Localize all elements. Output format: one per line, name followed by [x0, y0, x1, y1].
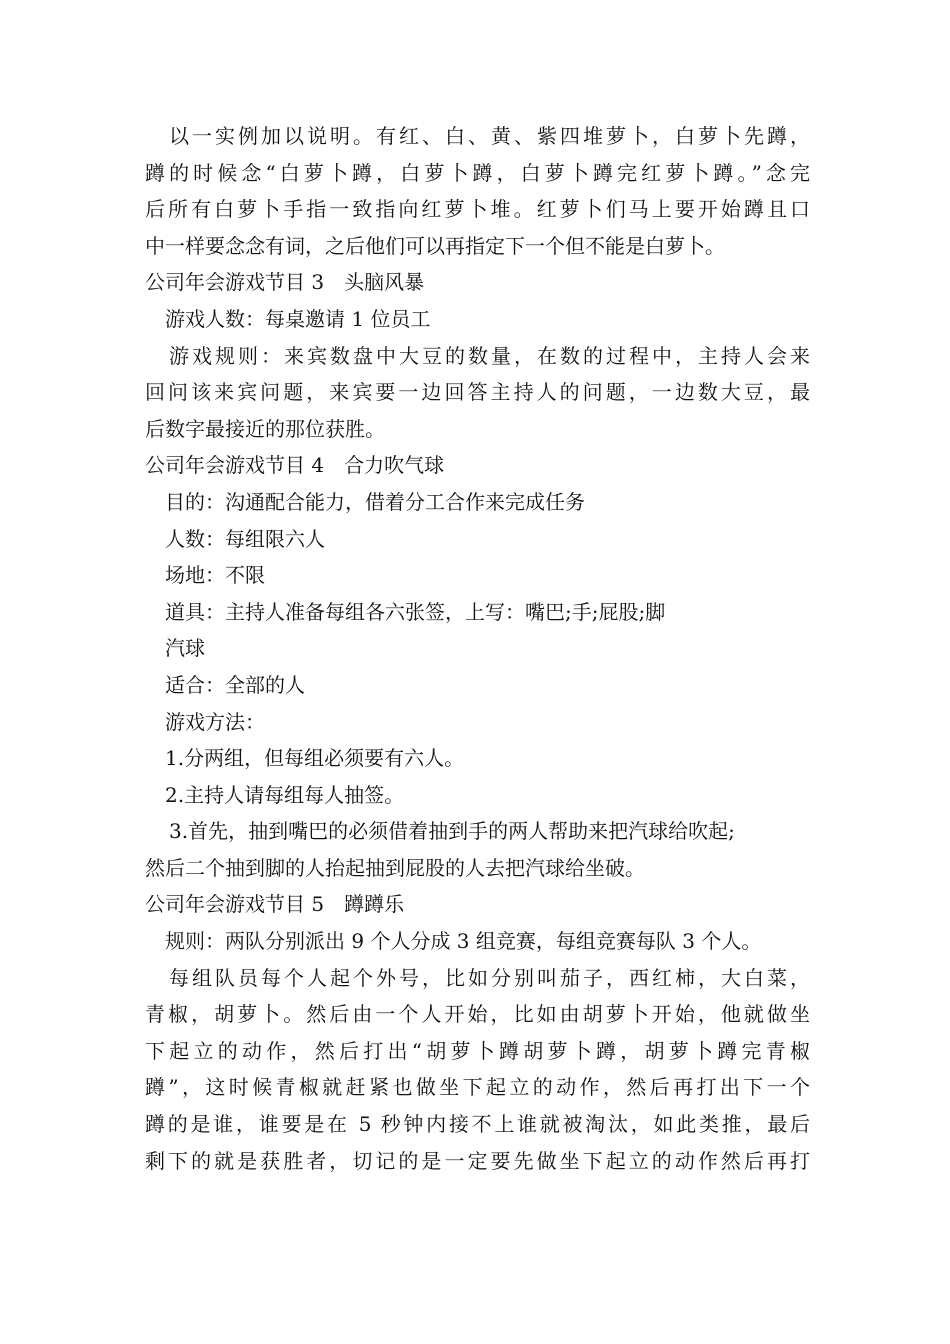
document-body — [145, 118, 810, 1179]
text-line: 青椒，胡萝卜。然后由一个人开始，比如由胡萝卜开始，他就做坐 — [145, 1002, 810, 1027]
text-line: 汽球 — [165, 636, 205, 661]
text-line: 人数：每组限六人 — [165, 526, 325, 551]
text-line: 目的：沟通配合能力，借着分工合作来完成任务 — [165, 489, 585, 514]
text-line: 下起立的动作，然后打出“胡萝卜蹲胡萝卜蹲，胡萝卜蹲完青椒 — [145, 1038, 810, 1063]
list-item: 3.首先，抽到嘴巴的必须借着抽到手的两人帮助来把汽球给吹起; — [169, 819, 735, 844]
text-line: 蹲的时候念“白萝卜蹲，白萝卜蹲，白萝卜蹲完红萝卜蹲。”念完 — [145, 160, 810, 185]
text-line: 剩下的就是获胜者，切记的是一定要先做坐下起立的动作然后再打 — [145, 1148, 810, 1173]
text-line: 蹲的是谁，谁要是在 5 秒钟内接不上谁就被淘汰，如此类推，最后 — [145, 1112, 810, 1137]
section-heading: 公司年会游戏节目 5 蹲蹲乐 — [145, 892, 405, 917]
text-line: 适合：全部的人 — [165, 672, 305, 697]
text-line: 游戏人数：每桌邀请 1 位员工 — [165, 306, 431, 331]
text-line: 游戏方法： — [165, 709, 265, 734]
text-line: 后数字最接近的那位获胜。 — [145, 416, 385, 441]
text-line: 后所有白萝卜手指一致指向红萝卜堆。红萝卜们马上要开始蹲且口 — [145, 197, 810, 222]
text-line: 每组队员每个人起个外号，比如分别叫茄子，西红柿，大白菜， — [169, 965, 810, 990]
text-line: 回问该来宾问题，来宾要一边回答主持人的问题，一边数大豆，最 — [145, 380, 810, 405]
section-heading: 公司年会游戏节目 4 合力吹气球 — [145, 453, 445, 478]
list-item: 2.主持人请每组每人抽签。 — [165, 782, 405, 807]
text-line: 道具：主持人准备每组各六张签，上写：嘴巴;手;屁股;脚 — [165, 599, 666, 624]
text-line: 蹲”，这时候青椒就赶紧也做坐下起立的动作，然后再打出下一个 — [145, 1075, 810, 1100]
text-line: 以一实例加以说明。有红、白、黄、紫四堆萝卜，白萝卜先蹲， — [169, 124, 810, 148]
text-line: 然后二个抽到脚的人抬起抽到屁股的人去把汽球给坐破。 — [145, 855, 645, 880]
text-line: 场地：不限 — [165, 563, 265, 588]
section-heading: 公司年会游戏节目 3 头脑风暴 — [145, 270, 425, 295]
text-line: 中一样要念念有词，之后他们可以再指定下一个但不能是白萝卜。 — [145, 233, 725, 258]
text-line: 游戏规则：来宾数盘中大豆的数量，在数的过程中，主持人会来 — [169, 343, 810, 368]
text-line: 规则：两队分别派出 9 个人分成 3 组竞赛，每组竞赛每队 3 个人。 — [165, 929, 762, 954]
list-item: 1.分两组，但每组必须要有六人。 — [165, 746, 465, 771]
